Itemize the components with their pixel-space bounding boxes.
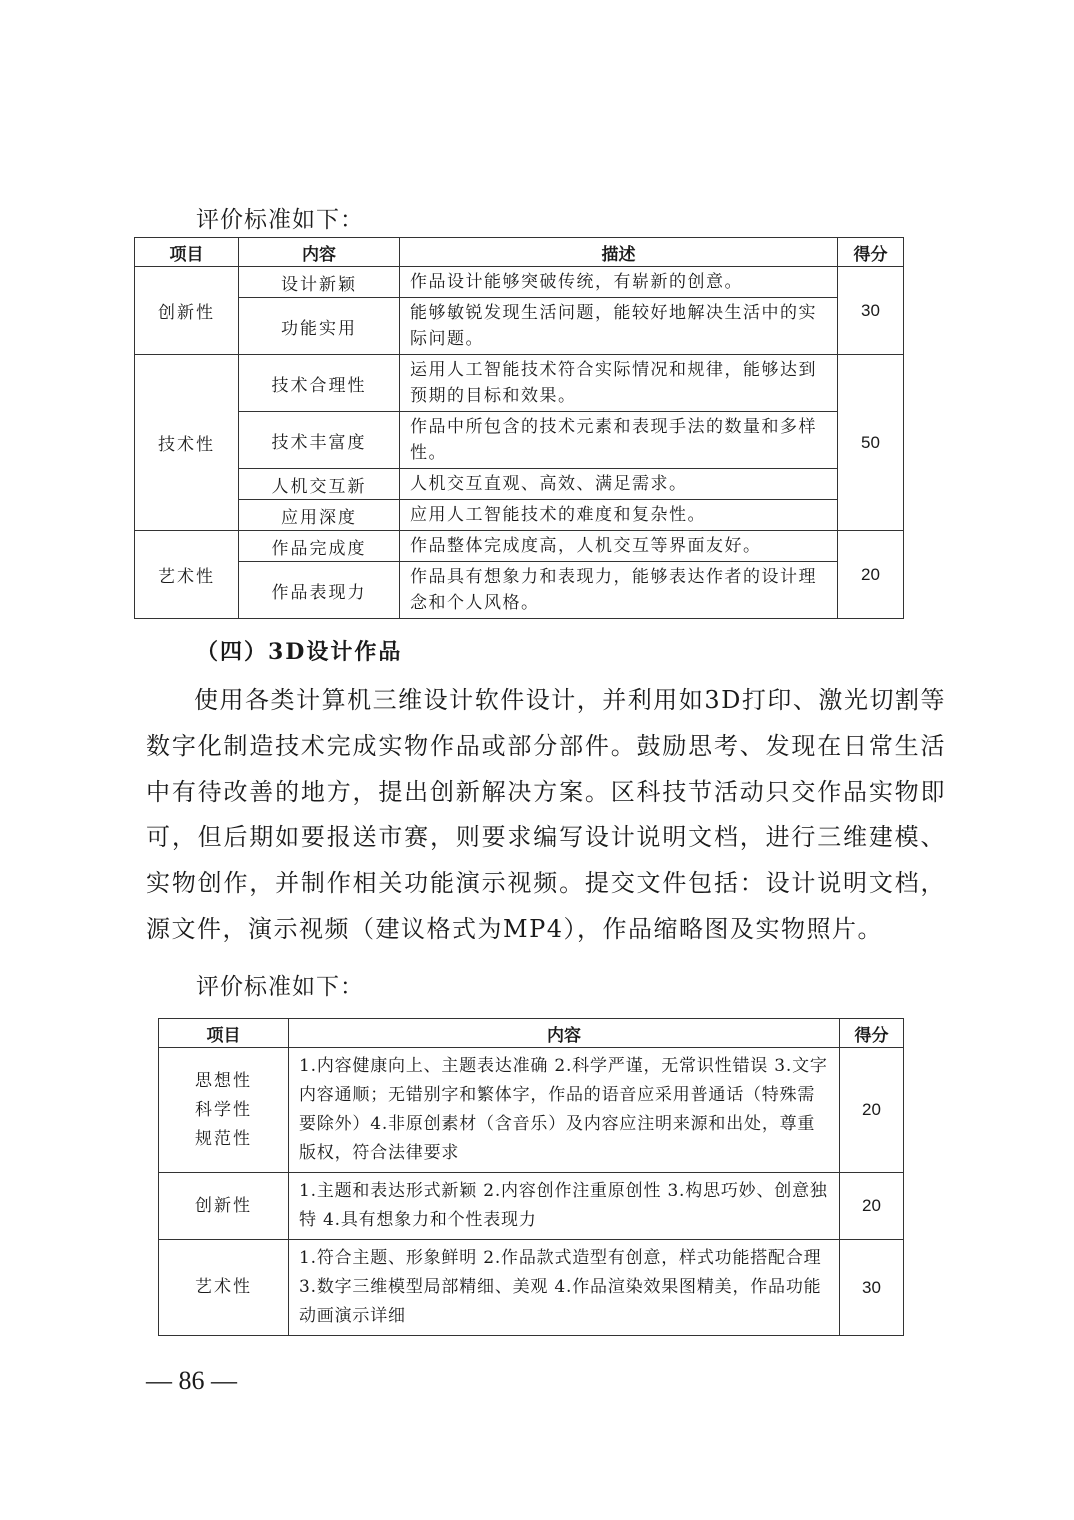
header-description: 描述 (400, 238, 838, 267)
page-number: — 86 — (146, 1366, 237, 1395)
header-content: 内容 (289, 1019, 840, 1048)
content-cell: 技术合理性 (239, 355, 400, 412)
description-cell: 运用人工智能技术符合实际情况和规律，能够达到预期的目标和效果。 (400, 355, 838, 412)
content-cell: 作品完成度 (239, 531, 400, 562)
body-paragraph: 使用各类计算机三维设计软件设计，并利用如3D打印、激光切割等数字化制造技术完成实物作品或部分部件。鼓励思考、发现在日常生活中有待改善的地方，提出创新解决方案。区科技节活动只交作品实物即可，但后期如要报送市赛，则要求编写设计说明文档，进行三维建模、实物创作，并制作相关功能演示视频。提交文件包括：设计说明文档，源文件，演示视频（建议格式为MP4），作品缩略图及实物照片。 (146, 686, 946, 943)
description-cell: 能够敏锐发现生活问题，能较好地解决生活中的实际问题。 (400, 298, 838, 355)
table-header-row (135, 238, 904, 267)
table-row (135, 531, 904, 562)
category-cell: 创新性 (159, 1173, 289, 1240)
header-project: 项目 (135, 238, 239, 267)
content-cell: 1.主题和表达形式新颖 2.内容创作注重原创性 3.构思巧妙、创意独特 4.具有想象力和个性表现力 (289, 1173, 840, 1240)
intro-text-1: 评价标准如下： (196, 207, 364, 233)
category-cell: 技术性 (135, 355, 239, 531)
content-cell: 设计新颖 (239, 267, 400, 298)
content-cell: 1.内容健康向上、主题表达准确 2.科学严谨，无常识性错误 3.文字内容通顺；无错别字和繁体字，作品的语音应采用普通话（特殊需要除外）4.非原创素材（含音乐）及内容应注明来源和出处，尊重版权，符合法律要求 (289, 1048, 840, 1173)
description-cell: 作品中所包含的技术元素和表现手法的数量和多样性。 (400, 412, 838, 469)
table-row (135, 469, 904, 500)
section-heading: （四）3D设计作品 (196, 639, 403, 665)
score-cell: 20 (840, 1048, 904, 1173)
description-cell: 应用人工智能技术的难度和复杂性。 (400, 500, 838, 531)
content-cell: 功能实用 (239, 298, 400, 355)
score-cell: 50 (838, 355, 904, 531)
table-row (159, 1240, 904, 1336)
table-row (135, 355, 904, 412)
table-row (135, 267, 904, 298)
header-score: 得分 (838, 238, 904, 267)
content-cell: 应用深度 (239, 500, 400, 531)
score-cell: 30 (838, 267, 904, 355)
header-content: 内容 (239, 238, 400, 267)
score-cell: 20 (838, 531, 904, 619)
category-cell: 艺术性 (159, 1240, 289, 1336)
category-cell: 艺术性 (135, 531, 239, 619)
evaluation-table-1 (134, 237, 904, 619)
description-cell: 作品具有想象力和表现力，能够表达作者的设计理念和个人风格。 (400, 562, 838, 619)
content-cell: 1.符合主题、形象鲜明 2.作品款式造型有创意，样式功能搭配合理 3.数字三维模型局部精细、美观 4.作品渲染效果图精美，作品功能动画演示详细 (289, 1240, 840, 1336)
table-row (159, 1173, 904, 1240)
content-cell: 作品表现力 (239, 562, 400, 619)
header-score: 得分 (840, 1019, 904, 1048)
score-cell: 20 (840, 1173, 904, 1240)
content-cell: 人机交互新 (239, 469, 400, 500)
header-project: 项目 (159, 1019, 289, 1048)
description-cell: 作品设计能够突破传统，有崭新的创意。 (400, 267, 838, 298)
table-row (135, 500, 904, 531)
table-row (159, 1048, 904, 1173)
table-header-row (159, 1019, 904, 1048)
description-cell: 作品整体完成度高，人机交互等界面友好。 (400, 531, 838, 562)
category-cell: 创新性 (135, 267, 239, 355)
category-cell: 思想性 科学性 规范性 (159, 1048, 289, 1173)
table-row (135, 412, 904, 469)
table-row (135, 562, 904, 619)
table-row (135, 298, 904, 355)
evaluation-table-2 (158, 1018, 904, 1336)
intro-text-2: 评价标准如下： (196, 974, 364, 1000)
description-cell: 人机交互直观、高效、满足需求。 (400, 469, 838, 500)
score-cell: 30 (840, 1240, 904, 1336)
content-cell: 技术丰富度 (239, 412, 400, 469)
